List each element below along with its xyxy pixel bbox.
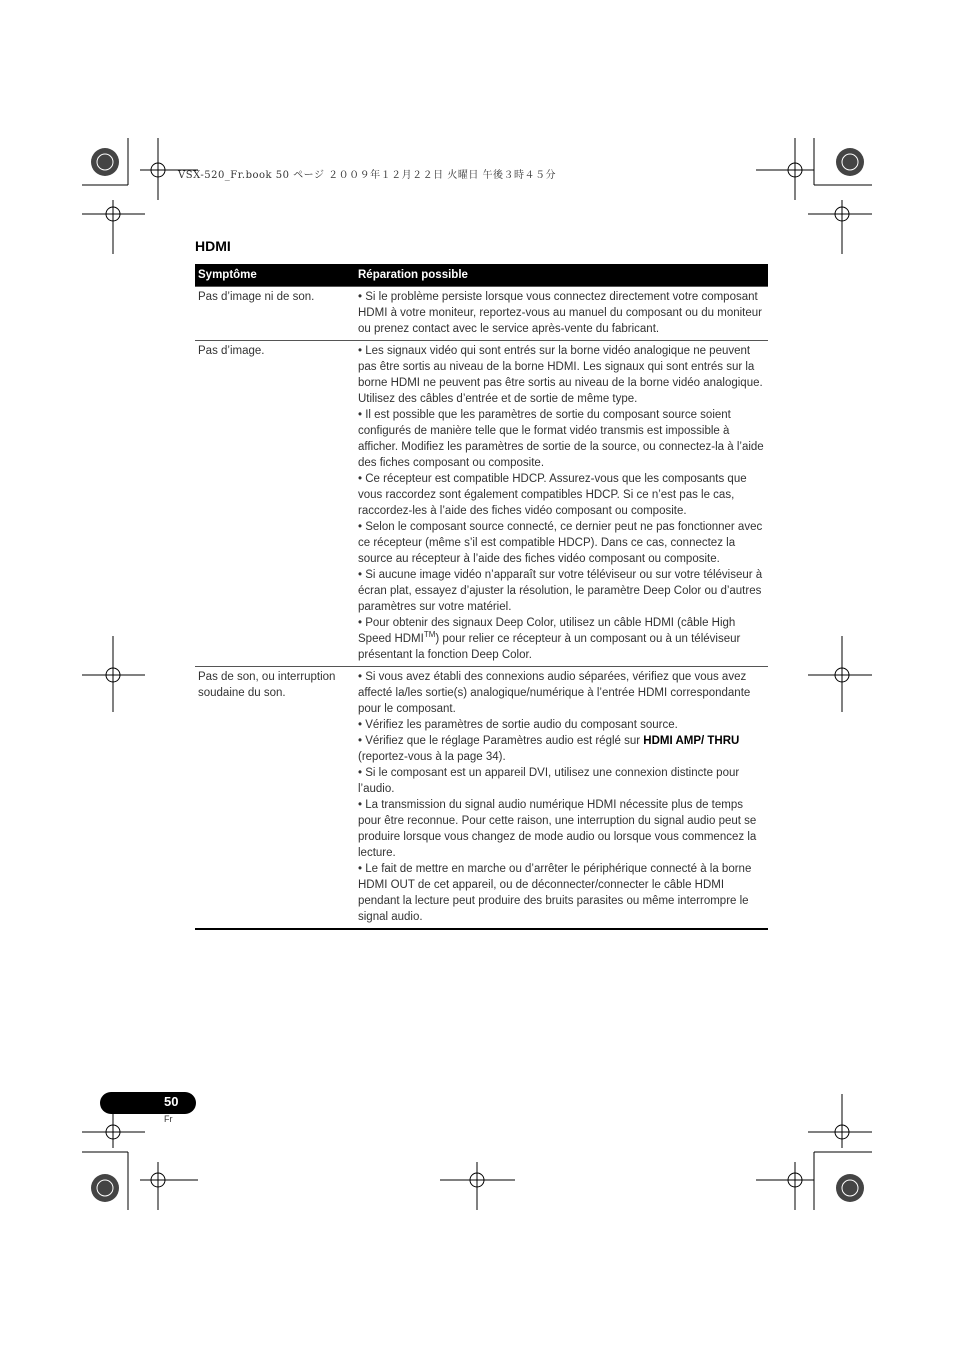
- remedy-item: • Vérifiez les paramètres de sortie audio du composant source.: [358, 719, 678, 731]
- table-row: [195, 340, 768, 666]
- page-number-badge: [100, 1092, 196, 1114]
- remedy-item: [358, 615, 764, 663]
- remedy-text: • Pour obtenir des signaux Deep Color, utilisez un câble HDMI (câble High Speed HDMI: [358, 617, 736, 645]
- remedy-item: • La transmission du signal audio numérique HDMI nécessite plus de temps pour être reconnue. Pour cette raison, une interruption du signal audio peut se produire lorsque vous changez de mode audio ou lorsque vous commencez la lecture.: [358, 799, 757, 859]
- print-info-header: VSX-520_Fr.book 50 ページ ２００９年１２月２２日 火曜日 午後３時４５分: [178, 170, 557, 181]
- remedy-cell: [355, 341, 768, 666]
- remedy-item: • Selon le composant source connecté, ce dernier peut ne pas fonctionner avec ce récepteur (même s’il est compatible HDCP). Dans ce cas, connectez la source au récepteur à l’aide des fiches vidéo composant ou composite.: [358, 521, 763, 565]
- symptom-cell: Pas d’image.: [198, 345, 265, 357]
- remedy-item: • Si le problème persiste lorsque vous connectez directement votre composant HDMI à votre moniteur, reportez-vous au manuel du composant ou du moniteur ou prenez contact avec le service après-vente du fabricant.: [358, 291, 762, 335]
- remedy-cell: [355, 287, 768, 340]
- remedy-item: • Les signaux vidéo qui sont entrés sur la borne vidéo analogique ne peuvent pas être sortis au niveau de la borne HDMI. Les signaux qui sont entrés sur la borne HDMI ne peuvent pas être sortis au niveau de la borne vidéo analogique. Utilisez des câbles d’entrée et de sortie de même type.: [358, 345, 763, 405]
- table-header: [195, 264, 768, 286]
- symptom-cell: Pas d’image ni de son.: [198, 291, 315, 303]
- section-title: HDMI: [195, 238, 231, 254]
- symptom-cell: Pas de son, ou interruption soudaine du son.: [198, 671, 336, 699]
- column-header-remedy: Réparation possible: [358, 269, 468, 281]
- column-header-symptom: Symptôme: [198, 269, 257, 281]
- remedy-item: • Si vous avez établi des connexions audio séparées, vérifiez que vous avez affecté la/les sortie(s) analogique/numérique à l’entrée HDMI correspondante pour le composant.: [358, 671, 751, 715]
- remedy-item: [358, 733, 764, 765]
- remedy-text: • Vérifiez que le réglage Paramètres audio est réglé sur: [358, 735, 644, 747]
- remedy-text: (reportez-vous à la page 34).: [358, 751, 506, 763]
- table-row: [195, 286, 768, 340]
- table-row: [195, 666, 768, 928]
- remedy-text: ) pour relier ce récepteur à un composant ou à un téléviseur présentant la fonction Deep Color.: [358, 633, 741, 661]
- remedy-cell: [355, 667, 768, 928]
- remedy-item: • Si aucune image vidéo n’apparaît sur votre téléviseur ou sur votre téléviseur à écran plat, essayez d’ajuster la résolution, le paramètre Deep Color ou d’autres paramètres sur votre matériel.: [358, 569, 763, 613]
- remedy-item: • Le fait de mettre en marche ou d’arrêter le périphérique connecté à la borne HDMI OUT de cet appareil, ou de déconnecter/connecter le câble HDMI pendant la lecture peut produire des bruits parasites ou même interrompre le signal audio.: [358, 863, 752, 923]
- remedy-item: • Si le composant est un appareil DVI, utilisez une connexion distincte pour l’audio.: [358, 767, 740, 795]
- trademark-superscript: TM: [423, 630, 436, 640]
- page-number: 50: [164, 1094, 179, 1109]
- setting-name: HDMI AMP/ THRU: [643, 735, 740, 747]
- page-language: Fr: [164, 1114, 173, 1124]
- remedy-item: • Ce récepteur est compatible HDCP. Assurez-vous que les composants que vous raccordez sont également compatibles HDCP. Si ce n’est pas le cas, raccordez-les à l’aide des fiches vidéo composant ou composite.: [358, 473, 747, 517]
- troubleshooting-table: [195, 264, 768, 930]
- remedy-item: • Il est possible que les paramètres de sortie du composant source soient configurés de manière telle que le format vidéo transmis est impossible à afficher. Modifiez les paramètres de sortie de la source, ou connectez-la à l’aide des fiches composant ou composite.: [358, 409, 764, 469]
